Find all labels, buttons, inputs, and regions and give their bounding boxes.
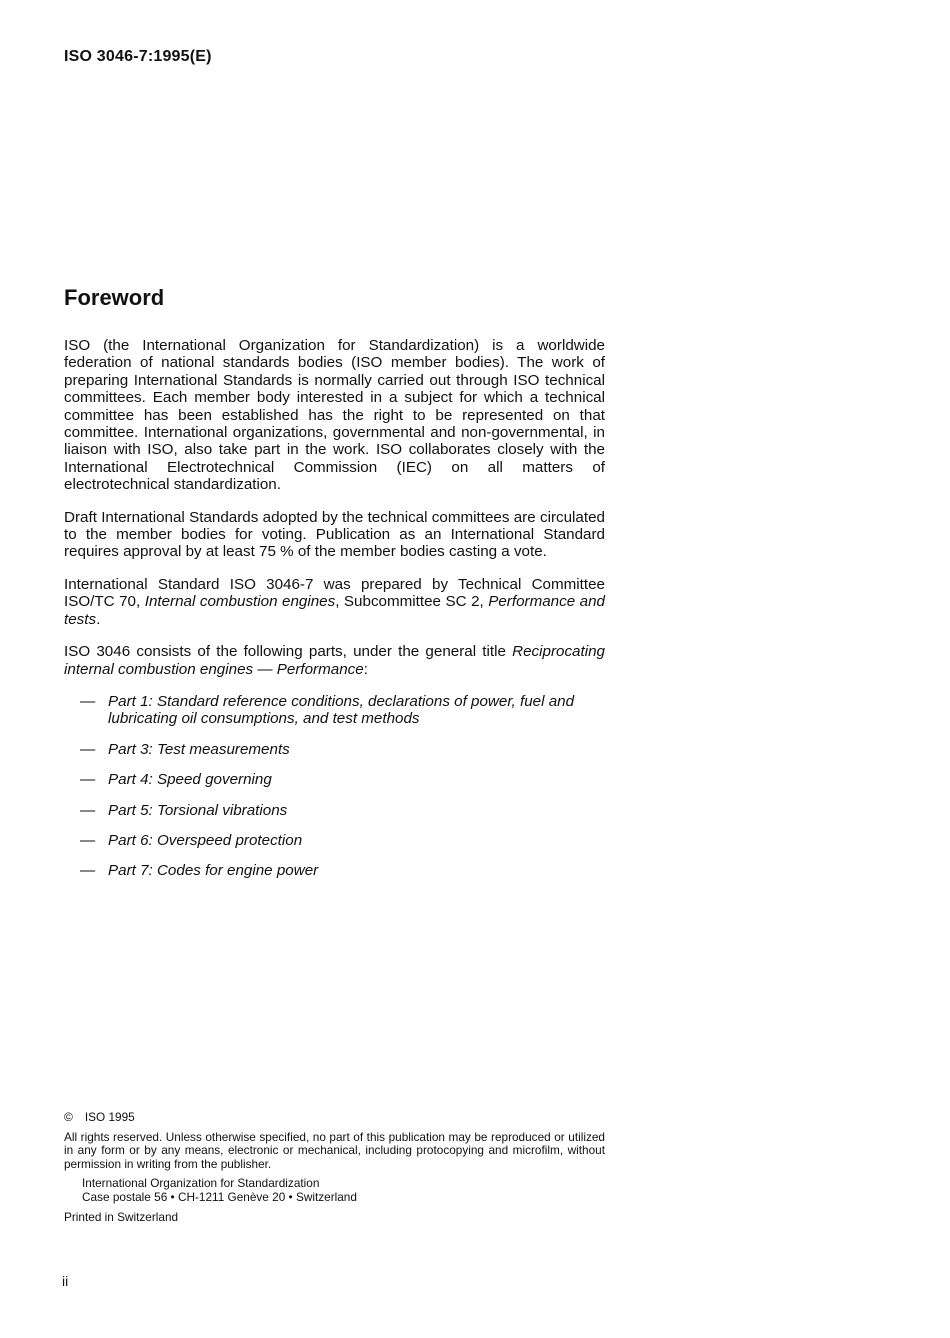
list-item: [64, 862, 605, 879]
list-item-text: Part 5: Torsional vibrations: [108, 801, 288, 819]
para3-text-mid: , Subcommittee SC 2,: [335, 593, 489, 611]
foreword-paragraph-4: [64, 643, 605, 678]
list-item: [64, 832, 605, 849]
dash-bullet: —: [80, 771, 96, 789]
printed-in: Printed in Switzerland: [64, 1209, 179, 1224]
foreword-paragraph-2: Draft International Standards adopted by the technical committees are circulated to the member bodies for voting. Publication as an International Standard requires approval by at least 75 % of the member bodies casting a vote.: [64, 508, 605, 561]
page-number: ii: [62, 1273, 69, 1289]
parts-list: [64, 693, 605, 880]
list-item-text: Part 1: Standard reference conditions, declarations of power, fuel and lubricating oil consumptions, and test methods: [108, 692, 575, 728]
para4-text-start: ISO 3046 consists of the following parts, under the general title: [64, 643, 513, 661]
copyright-year: [64, 1111, 605, 1125]
copyright-notice: [64, 1111, 605, 1224]
list-item-text: Part 6: Overspeed protection: [108, 831, 303, 849]
foreword-title: Foreword: [64, 285, 165, 310]
list-item: [64, 802, 605, 819]
document-code: ISO 3046-7:1995(E): [64, 48, 212, 65]
foreword-paragraph-1: ISO (the International Organization for Standardization) is a worldwide federation of national standards bodies (ISO member bodies). The work of preparing International Standards is normally carried out through ISO technical committees. Each member body interested in a subject for which a technical committee has been established has the right to be represented on that committee. International organizations, governmental and non-governmental, in liaison with ISO, also take part in the work. ISO collaborates closely with the International Electrotechnical Commission (IEC) on all matters of electrotechnical standardization.: [64, 337, 605, 494]
dash-bullet: —: [80, 862, 96, 880]
dash-bullet: —: [80, 831, 96, 849]
subcommittee-name: Performance and tests: [64, 593, 605, 628]
list-item: [64, 741, 605, 758]
para3-text-end: .: [96, 610, 101, 628]
dash-bullet: —: [80, 740, 96, 758]
foreword-paragraph-3: [64, 576, 605, 628]
committee-name: Internal combustion engines: [144, 593, 336, 611]
list-item: [64, 771, 605, 788]
list-item-text: Part 4: Speed governing: [108, 771, 272, 789]
dash-bullet: —: [80, 692, 96, 710]
para3-text-start: International Standard ISO 3046-7 was prepared by Technical Committee ISO/TC 70,: [64, 575, 605, 611]
general-title: Reciprocating internal combustion engines — Performance: [64, 643, 605, 678]
copyright-year-text: ISO 1995: [84, 1110, 135, 1124]
para4-text-end: :: [363, 660, 368, 678]
list-item-text: Part 3: Test measurements: [108, 740, 290, 758]
copyright-icon: ©: [64, 1110, 73, 1124]
organization-address: Case postale 56 • CH-1211 Genève 20 • Switzerland: [82, 1189, 357, 1204]
dash-bullet: —: [80, 801, 96, 819]
foreword-body: [64, 337, 605, 893]
list-item-text: Part 7: Codes for engine power: [108, 862, 319, 880]
list-item: [64, 693, 605, 728]
organization-name: International Organization for Standardization: [82, 1176, 320, 1191]
rights-statement: All rights reserved. Unless otherwise specified, no part of this publication may be reproduced or utilized in any form or by any means, electronic or mechanical, including protocopying and microfilm, without permission in writing from the publisher.: [64, 1129, 605, 1171]
